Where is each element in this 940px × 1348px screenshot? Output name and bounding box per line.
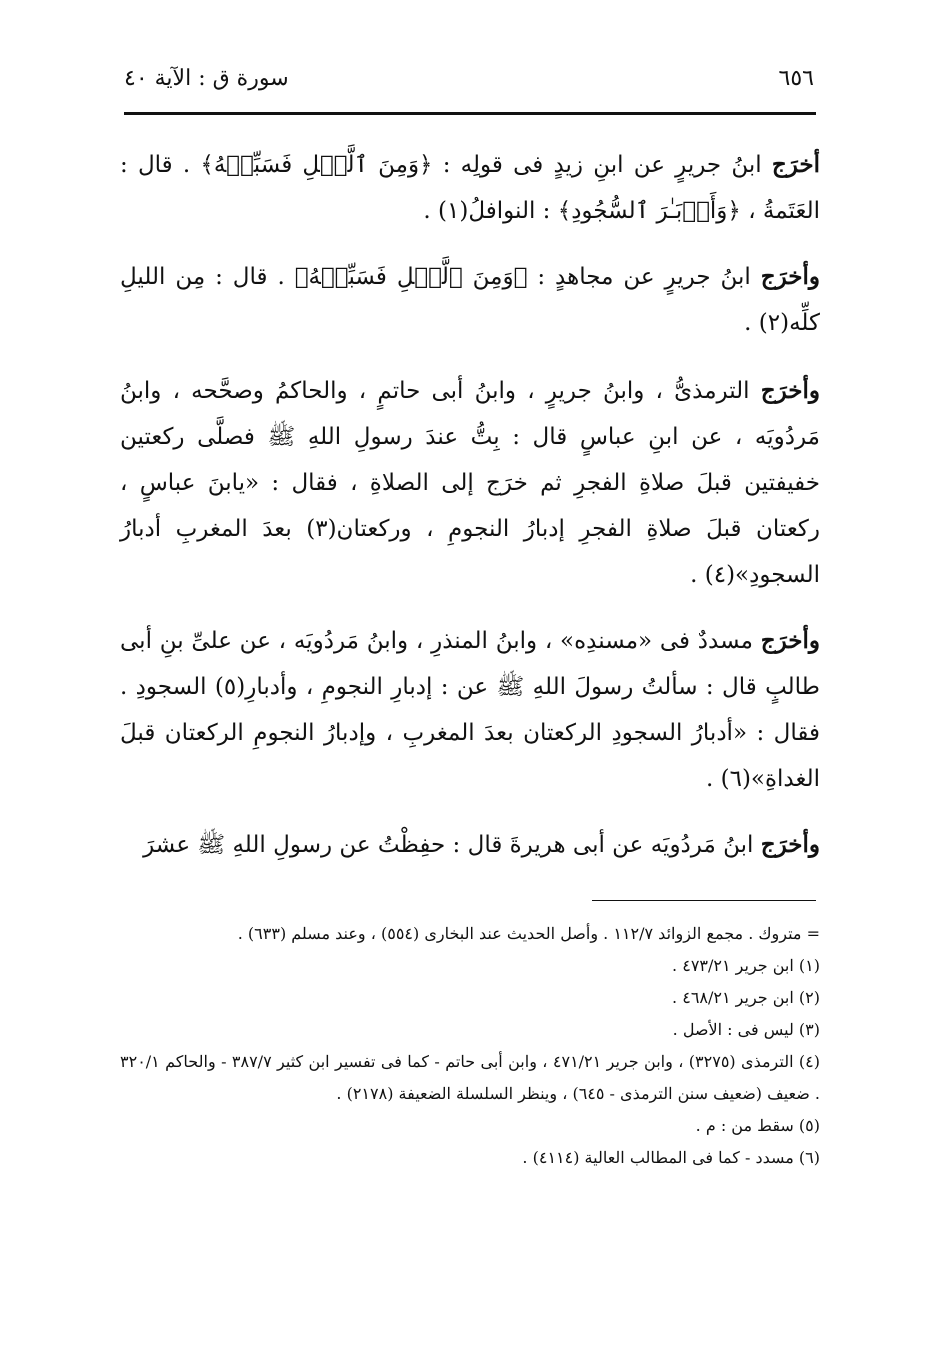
paragraph-lead: وأخرَج bbox=[760, 263, 820, 290]
paragraph bbox=[120, 822, 820, 868]
paragraph-body: الترمذىُّ ، وابنُ جريرٍ ، وابنُ أبى حاتمٍ ، والحاكمُ وصحَّحه ، وابنُ مَردُويَه ، عن ابنِ عباسٍ قال : بِتُّ عندَ رسولِ اللهِ ﷺ فصلَّى ركعتين خفيفتين قبلَ صلاةِ الفجرِ ثم خرَج إلى الصلاةِ ، فقال : «يابنَ عباسٍ ، ركعتان قبلَ صلاةِ الفجرِ إدبارُ النجومِ ، وركعتان(٣) بعدَ المغربِ أدبارُ السجودِ»(٤) . bbox=[120, 378, 820, 588]
paragraph bbox=[120, 368, 820, 598]
paragraph-body: مسددٌ فى «مسندِه» ، وابنُ المنذرِ ، وابنُ مَردُويَه ، عن علىِّ بنِ أبى طالبٍ قال : سألتُ رسولَ اللهِ ﷺ عن : إدبارِ النجومِ ، وأدبارِ(٥) السجودِ . فقال : «أدبارُ السجودِ الركعتان بعدَ المغربِ ، وإدبارُ النجومِ الركعتان قبلَ الغداةِ»(٦) . bbox=[120, 628, 820, 792]
main-text bbox=[120, 142, 820, 888]
paragraph bbox=[120, 254, 820, 346]
paragraph-body: ابنُ مَردُويَه عن أبى هريرةَ قال : حفِظْتُ عن رسولِ اللهِ ﷺ عشرَ bbox=[143, 832, 761, 858]
paragraph-body: ابنُ جريرٍ عن ابنِ زيدٍ فى قولِه : ﴿وَمِنَ ٱلَّيۡلِ فَسَبِّحۡهُ﴾ . قال : العَتَمةُ ، ﴿وَأَدۡبَـٰرَ ٱلسُّجُودِ﴾ : النوافلُ(١) . bbox=[120, 152, 820, 224]
footnote: (٤) الترمذى (٣٢٧٥) ، وابن جرير ٤٧١/٢١ ، وابن أبى حاتم - كما فى تفسير ابن كثير ٣٨٧/٧ - والحاكم ٣٢٠/١ . ضعيف (ضعيف سنن الترمذى - ٦٤٥) ، وينظر السلسلة الضعيفة (٢١٧٨) . bbox=[120, 1052, 820, 1103]
paragraph-lead: وأخرَج bbox=[760, 831, 820, 858]
footnote: (٣) ليس فى : الأصل . bbox=[672, 1020, 820, 1039]
paragraph-lead: وأخرَج bbox=[760, 377, 820, 404]
footnote: (٢) ابن جرير ٤٦٨/٢١ . bbox=[672, 988, 820, 1007]
paragraph-lead: أخرَج bbox=[771, 151, 820, 178]
header-rule bbox=[124, 112, 816, 115]
page-number: ٦٥٦ bbox=[778, 65, 814, 91]
paragraph bbox=[120, 142, 820, 234]
page-header bbox=[124, 58, 814, 98]
paragraph bbox=[120, 618, 820, 802]
footnote: (٥) سقط من : م . bbox=[695, 1116, 820, 1135]
running-title: سورة ق : الآية ٤٠ bbox=[124, 65, 289, 91]
paragraph-body: ابنُ جريرٍ عن مجاهدٍ : ﴿وَمِنَ ٱلَّيۡلِ فَسَبِّحۡهُ﴾ . قال : مِن الليلِ كلِّه(٢) . bbox=[120, 264, 820, 336]
footnote-rule bbox=[592, 900, 816, 901]
footnote: = متروك . مجمع الزوائد ١١٢/٧ . وأصل الحديث عند البخارى (٥٥٤) ، وعند مسلم (٦٣٣) . bbox=[237, 924, 820, 943]
footnote: (٦) مسدد - كما فى المطالب العالية (٤١١٤) . bbox=[522, 1148, 820, 1167]
footnote: (١) ابن جرير ٤٧٣/٢١ . bbox=[672, 956, 820, 975]
paragraph-lead: وأخرَج bbox=[760, 627, 820, 654]
footnotes bbox=[120, 918, 820, 1174]
